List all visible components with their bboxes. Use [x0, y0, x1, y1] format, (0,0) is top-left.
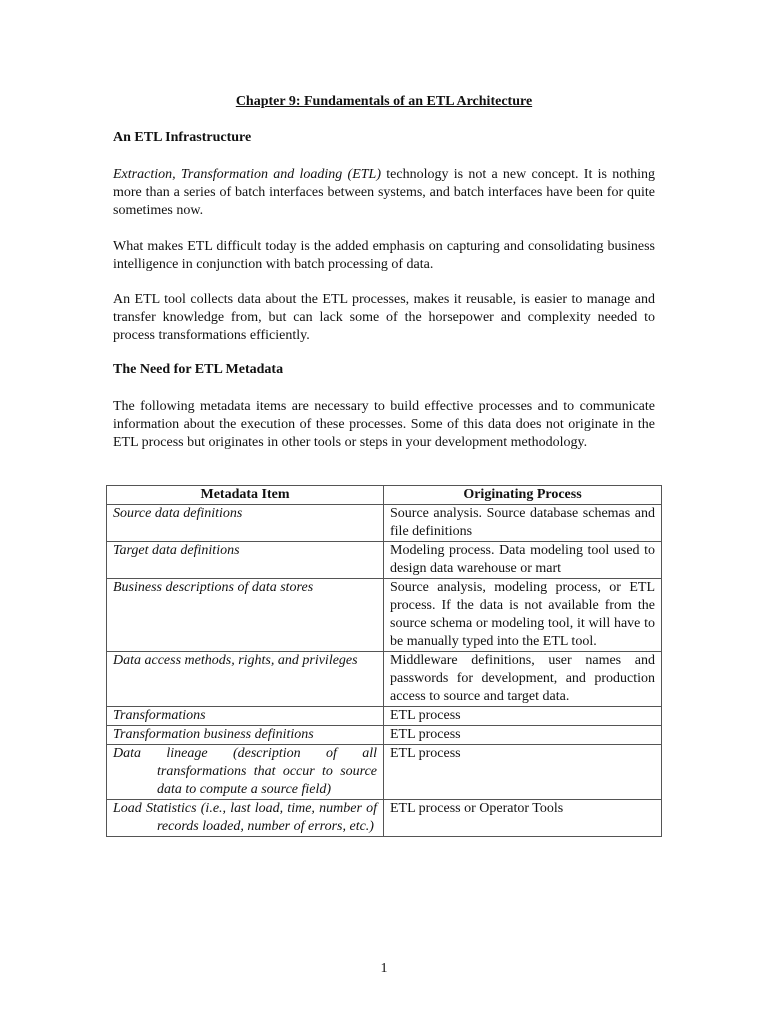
cell-metadata-item: Source data definitions: [107, 505, 384, 542]
cell-originating-process: ETL process: [384, 726, 662, 745]
cell-metadata-item-text: Data lineage (description of all transformations that occur to source data to compute a source field): [113, 746, 377, 797]
cell-originating-process: Middleware definitions, user names and passwords for development, and production access to source and target data.: [384, 652, 662, 707]
table-row: [107, 579, 662, 652]
table-row: [107, 505, 662, 542]
paragraph-etl-intro-text: technology is not a new concept. It is nothing more than a series of batch interfaces between systems, and batch interfaces have been for quite sometimes now.: [113, 167, 655, 218]
table-row: [107, 726, 662, 745]
header-originating-process: Originating Process: [384, 486, 662, 505]
table-header-row: [107, 486, 662, 505]
table-row: [107, 800, 662, 837]
paragraph-etl-intro-italic: Extraction, Transformation and loading (ETL): [113, 167, 381, 182]
cell-originating-process: Source analysis, modeling process, or ETL process. If the data is not available from the source schema or modeling tool, it will have to be manually typed into the ETL tool.: [384, 579, 662, 652]
cell-metadata-item: [107, 745, 384, 800]
table-row: [107, 745, 662, 800]
paragraph-metadata-intro: The following metadata items are necessary to build effective processes and to communicate information about the execution of these processes. Some of this data does not originate in the ETL process but originates in other tools or steps in your development methodology.: [113, 399, 655, 450]
cell-originating-process: Source analysis. Source database schemas and file definitions: [384, 505, 662, 542]
page-number: 1: [380, 961, 388, 976]
cell-originating-process: ETL process: [384, 745, 662, 800]
cell-metadata-item-text: Data access methods, rights, and privileges: [113, 653, 358, 668]
cell-metadata-item: Transformation business definitions: [107, 726, 384, 745]
metadata-table: [106, 485, 662, 837]
paragraph-etl-difficulty: What makes ETL difficult today is the added emphasis on capturing and consolidating business intelligence in conjunction with batch processing of data.: [113, 239, 655, 272]
paragraph-etl-intro: [113, 166, 655, 220]
table-row: [107, 542, 662, 579]
table-row: [107, 652, 662, 707]
cell-metadata-item: [107, 800, 384, 837]
table-row: [107, 707, 662, 726]
cell-metadata-item: Transformations: [107, 707, 384, 726]
cell-originating-process: Modeling process. Data modeling tool used to design data warehouse or mart: [384, 542, 662, 579]
chapter-title: Chapter 9: Fundamentals of an ETL Architecture: [235, 94, 533, 109]
cell-metadata-item-text: Load Statistics (i.e., last load, time, number of records loaded, number of errors, etc.): [113, 801, 377, 834]
cell-originating-process: ETL process: [384, 707, 662, 726]
cell-originating-process: ETL process or Operator Tools: [384, 800, 662, 837]
paragraph-etl-tool: An ETL tool collects data about the ETL processes, makes it reusable, is easier to manage and transfer knowledge from, but can lack some of the horsepower and complexity needed to process transformations efficiently.: [113, 292, 655, 343]
cell-metadata-item: Target data definitions: [107, 542, 384, 579]
section-heading-etl-infrastructure: An ETL Infrastructure: [113, 130, 252, 145]
section-heading-etl-metadata: The Need for ETL Metadata: [113, 362, 284, 377]
cell-metadata-item: [107, 652, 384, 707]
cell-metadata-item: Business descriptions of data stores: [107, 579, 384, 652]
header-metadata-item: Metadata Item: [107, 486, 384, 505]
